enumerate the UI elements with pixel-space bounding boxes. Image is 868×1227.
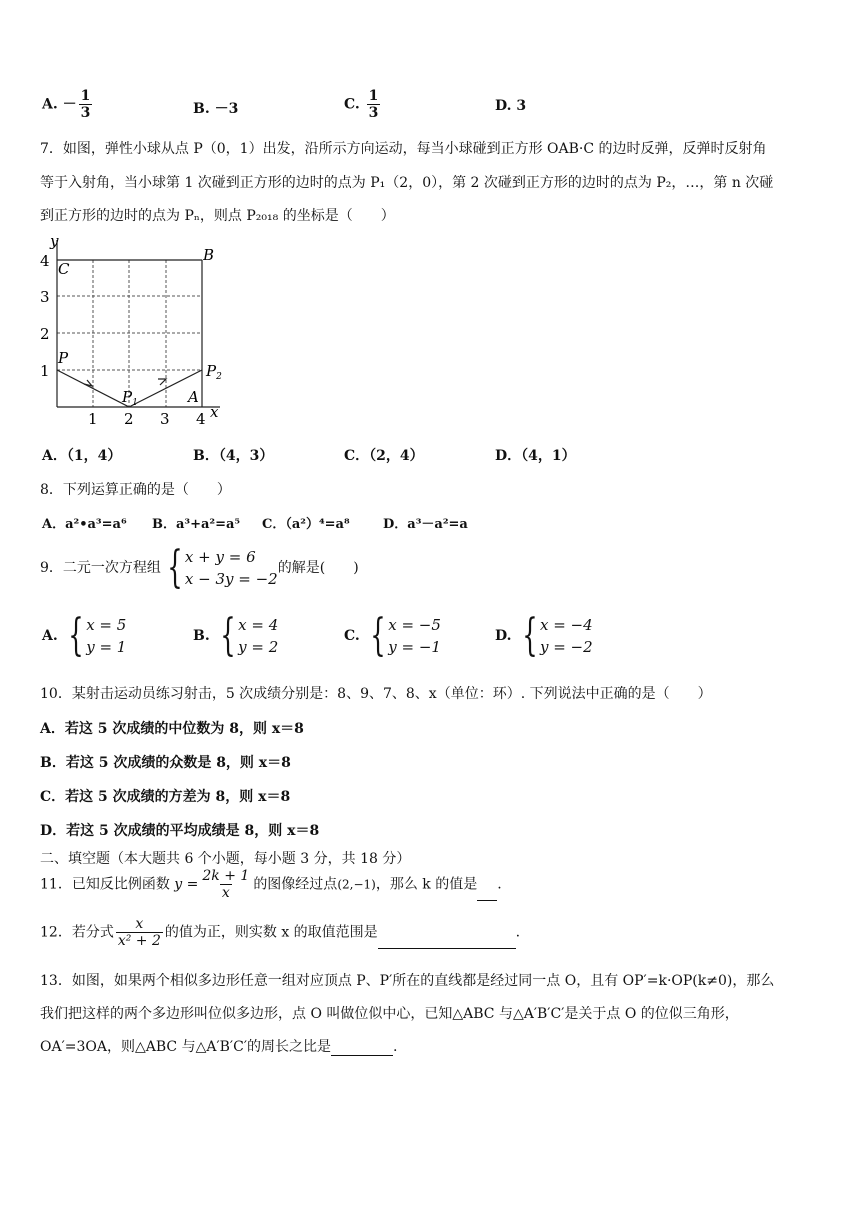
q9-option-c-r1: x = −5 — [388, 616, 441, 634]
q9-option-b-r1: x = 4 — [238, 616, 279, 634]
q6-option-b-value: －3 — [214, 101, 239, 117]
brace-glyph: { — [370, 610, 386, 661]
q9-option-d-r1: x = −4 — [539, 616, 593, 634]
q6-option-b — [193, 98, 238, 118]
q12-answer-blank[interactable] — [378, 948, 516, 949]
q6-option-c-fraction — [367, 88, 381, 121]
q6-option-a — [42, 88, 94, 121]
q13-line1: 13．如图，如果两个相似多边形任意一组对应顶点 P、P′所在的直线都是经过同一点 O，且有 OP′=k·OP(k≠0)，那么 — [40, 973, 775, 989]
q9-option-d — [495, 610, 593, 661]
point-label-p2: $P_2$ — [206, 362, 222, 382]
y-tick-4: 4 — [40, 252, 50, 270]
x-axis-label: x — [210, 403, 219, 421]
q9-option-a — [42, 610, 127, 661]
q13-line3-text: OA′=3OA，则△ABC 与△A′B′C′的周长之比是 — [40, 1039, 331, 1055]
q13-line2: 我们把这样的两个多边形叫位似多边形，点 O 叫做位似中心，已知△ABC 与△A′B′C′是关于点 O 的位似三角形， — [40, 1006, 739, 1022]
q9-option-b — [193, 610, 279, 661]
q9-option-c-r2: y = −1 — [388, 638, 441, 656]
q8-option-d: D．a³－a²=a — [383, 517, 468, 532]
q7-line3: 到正方形的边时的点为 Pₙ，则点 P₂₀₁₈ 的坐标是（ ） — [40, 208, 395, 224]
q9-option-a-r1: x = 5 — [86, 616, 127, 634]
q9-stem-prefix: 9．二元一次方程组 — [40, 560, 161, 576]
q9-stem — [40, 542, 359, 593]
q11-point: (2,−1) — [337, 877, 376, 892]
grid-lines — [57, 260, 202, 407]
q10-option-c: C．若这 5 次成绩的方差为 8，则 x＝8 — [40, 789, 291, 805]
q9-eq1: x + y = 6 — [184, 548, 256, 566]
q8-option-c: C．（a²）⁴=a⁸ — [262, 517, 350, 532]
q9-option-d-label: D. — [495, 628, 512, 644]
point-label-c: C — [58, 260, 70, 278]
q7-figure — [36, 232, 236, 427]
y-tick-2: 2 — [40, 325, 50, 343]
point-label-b: B — [203, 246, 215, 264]
q7-line2: 等于入射角，当小球第 1 次碰到正方形的边时的点为 P₁（2，0），第 2 次碰到正方形的边时的点为 P₂，…，第 n 次碰 — [40, 175, 774, 191]
q7-option-a: A．（1，4） — [42, 448, 122, 464]
q13-answer-blank[interactable] — [331, 1055, 393, 1056]
q6-option-d — [495, 98, 526, 114]
frac-num: 1 — [80, 88, 91, 104]
q12-prefix: 12．若分式 — [40, 924, 114, 941]
frac-den: 3 — [80, 105, 91, 121]
q10-option-d: D．若这 5 次成绩的平均成绩是 8，则 x＝8 — [40, 823, 320, 839]
frac-num: 2k + 1 — [202, 868, 250, 884]
q8-option-a: A．a²•a³=a⁶ — [42, 517, 127, 532]
frac-den: x — [221, 885, 230, 901]
y-axis-label: y — [50, 232, 59, 250]
q9-equation-system — [161, 542, 278, 593]
q11 — [40, 868, 502, 901]
q6-option-a-fraction — [79, 88, 93, 121]
q6-option-d-value: 3 — [516, 98, 527, 114]
x-tick-2: 2 — [124, 410, 134, 427]
q9-option-a-label: A. — [42, 628, 58, 644]
q8-option-b: B．a³+a²=a⁵ — [152, 517, 241, 532]
q11-mid: 的图像经过点 — [253, 876, 338, 893]
q9-option-c — [344, 610, 441, 661]
q10-stem: 10．某射击运动员练习射击，5 次成绩分别是：8、9、7、8、x（单位：环）. 下列说法中正确的是（ ） — [40, 686, 712, 702]
section-heading: 二、填空题（本大题共 6 个小题，每小题 3 分，共 18 分） — [40, 851, 411, 867]
frac-den: x² + 2 — [117, 933, 161, 949]
q6-option-c-label: C. — [344, 96, 360, 113]
q9-option-b-r2: y = 2 — [238, 638, 279, 656]
q6-option-b-label: B. — [193, 101, 210, 117]
q7-option-d: D．（4，1） — [495, 448, 576, 464]
q12 — [40, 916, 520, 949]
q11-fraction — [200, 868, 251, 901]
q11-answer-blank[interactable] — [477, 900, 497, 901]
point-label-p: P — [58, 349, 69, 367]
q10-option-a: A．若这 5 次成绩的中位数为 8，则 x＝8 — [40, 721, 304, 737]
q9-option-c-label: C. — [344, 628, 360, 644]
x-tick-4: 4 — [196, 410, 206, 427]
brace-glyph: { — [220, 610, 236, 661]
q7-option-b: B．（4，3） — [193, 448, 274, 464]
q6-option-c — [344, 88, 382, 121]
point-label-p1: $P_1$ — [122, 388, 138, 408]
q9-option-d-r2: y = −2 — [539, 638, 593, 656]
q6-option-d-label: D. — [495, 98, 512, 114]
q6-option-a-label: A. — [42, 96, 58, 113]
frac-num: x — [135, 916, 144, 932]
y-tick-3: 3 — [40, 288, 50, 306]
q9-option-b-label: B. — [193, 628, 210, 644]
q13-end: . — [393, 1039, 398, 1055]
brace-glyph: { — [68, 610, 84, 661]
x-tick-3: 3 — [160, 410, 170, 427]
y-tick-1: 1 — [40, 362, 50, 380]
q11-prefix: 11．已知反比例函数 — [40, 876, 170, 893]
q13-line3 — [40, 1036, 397, 1056]
brace-glyph: { — [522, 610, 538, 661]
brace-glyph: { — [167, 542, 183, 593]
q6-option-a-sign: － — [62, 96, 77, 113]
q9-option-a-r2: y = 1 — [86, 638, 127, 656]
q7-line1: 7．如图，弹性小球从点 P（0，1）出发，沿所示方向运动，每当小球碰到正方形 OAB·C 的边时反弹，反弹时反射角 — [40, 141, 767, 157]
q12-end: . — [515, 924, 521, 941]
q7-option-c: C．（2，4） — [344, 448, 424, 464]
q11-end: . — [497, 876, 502, 893]
q9-stem-suffix: 的解是( ) — [277, 560, 359, 576]
frac-num: 1 — [368, 88, 379, 104]
q11-y: y = — [174, 876, 199, 893]
q9-eq2: x − 3y = −2 — [184, 570, 278, 588]
point-label-a: A — [188, 388, 199, 406]
q10-option-b: B．若这 5 次成绩的众数是 8，则 x＝8 — [40, 755, 291, 771]
q11-suffix: ，那么 k 的值是 — [375, 876, 478, 893]
frac-den: 3 — [368, 105, 379, 121]
q8-stem: 8．下列运算正确的是（ ） — [40, 482, 231, 498]
q12-fraction — [116, 916, 163, 949]
x-tick-1: 1 — [88, 410, 98, 427]
q12-suffix: 的值为正，则实数 x 的取值范围是 — [164, 924, 378, 941]
